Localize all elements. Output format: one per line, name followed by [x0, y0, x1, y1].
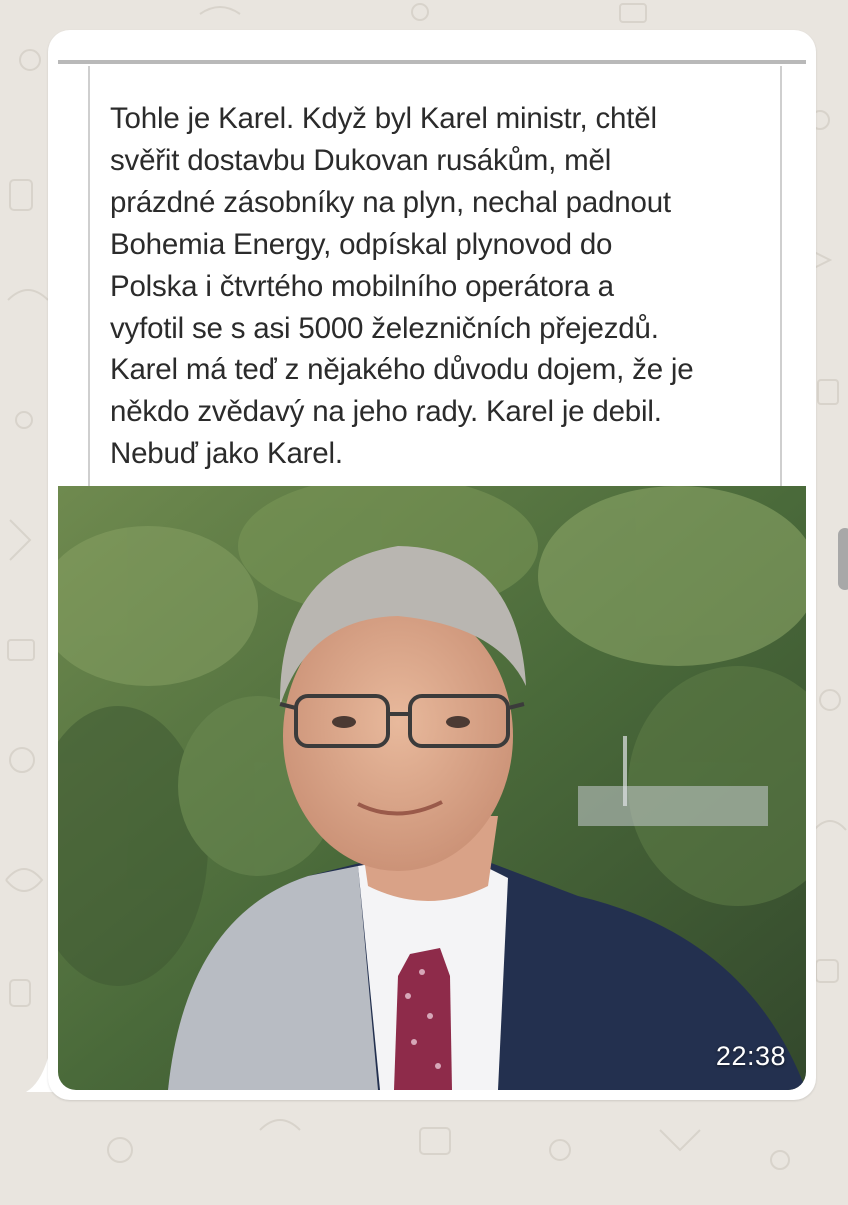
post-text: Tohle je Karel. Když byl Karel ministr, chtěl svěřit dostavbu Dukovan rusákům, měl prázdné zásobníky na plyn, nechal padnout Bohemia Energy, odpískal plynovod do Polska i čtvrtého mobilního operátora a vyfotil se s asi 5000 železničních přejezdů. Karel má teď z nějakého důvodu dojem, že je někdo zvědavý na jeho rady. Karel je debil. Nebuď jako Karel. [110, 102, 694, 471]
post-divider [58, 60, 806, 64]
message-photo[interactable] [58, 486, 806, 1090]
portrait-photo [58, 486, 806, 1090]
message-timestamp: 22:38 [715, 1041, 786, 1071]
scrollbar-thumb[interactable] [838, 528, 848, 590]
